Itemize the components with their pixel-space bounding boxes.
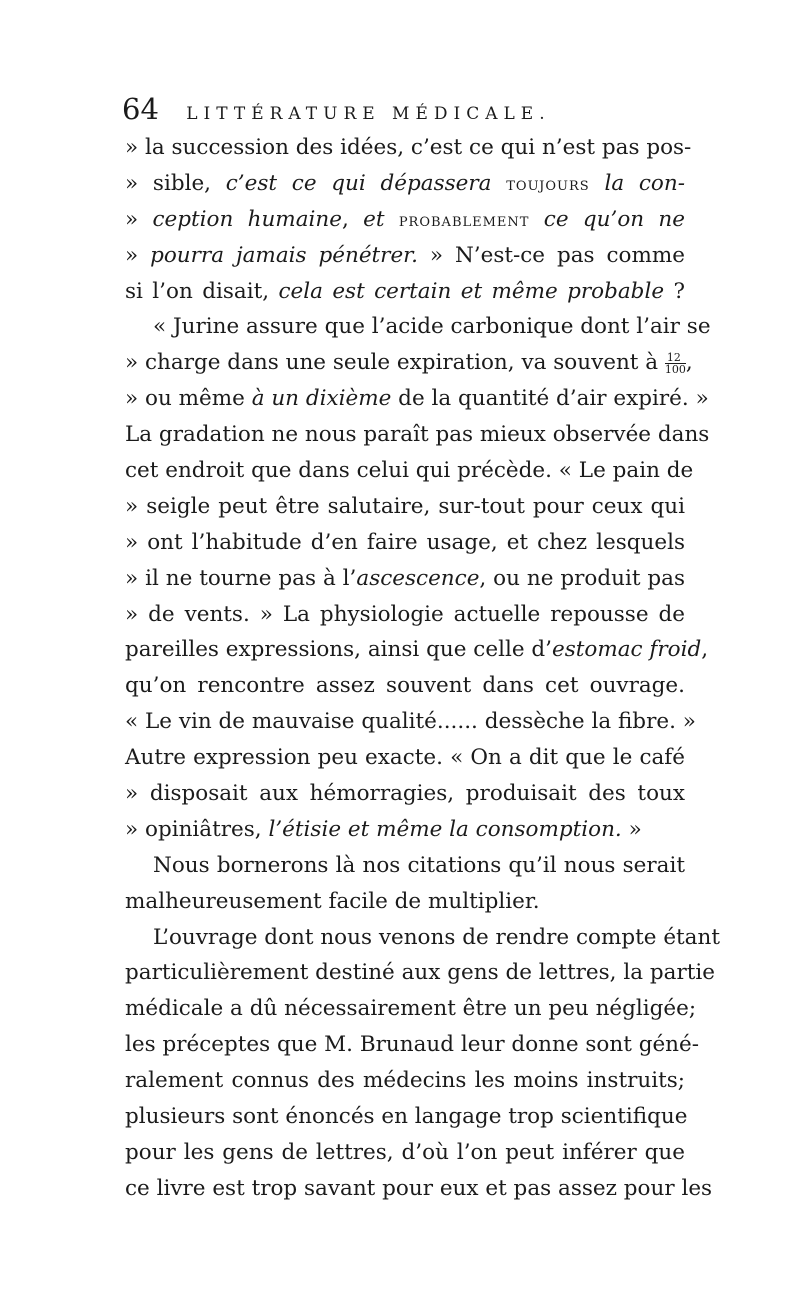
quote-mark: » xyxy=(125,565,146,591)
text-run: la succession des idées, c’est ce qui n’est pas pos- xyxy=(145,135,692,160)
italic-text: ascescence xyxy=(356,565,480,591)
text-run xyxy=(385,207,399,232)
text-run: qu’on rencontre assez souvent dans cet ouvrage. xyxy=(125,673,685,699)
text-run: disposait aux hémorragies, produisait des toux xyxy=(149,781,685,807)
text-run: « Jurine assure que l’acide carbonique dont l’air se xyxy=(153,314,711,340)
italic-text: estomac froid xyxy=(551,637,702,663)
text-run: , xyxy=(341,206,364,232)
fraction-denominator: 100 xyxy=(664,362,686,376)
text-line xyxy=(125,632,709,668)
text-line xyxy=(125,238,685,274)
text-line xyxy=(125,848,685,884)
text-run: de vents. » La physiologie actuelle repousse de xyxy=(148,601,685,627)
text-run: Nous bornerons là nos citations qu’il nous serait xyxy=(153,852,685,878)
italic-text: cela est certain et même probable xyxy=(278,278,665,304)
small-caps-text: probablement xyxy=(398,208,530,231)
italic-text: ception humaine xyxy=(152,206,342,232)
text-line xyxy=(125,561,685,597)
italic-text: à un dixième xyxy=(251,386,392,412)
text-run: La gradation ne nous paraît pas mieux observée dans xyxy=(125,422,710,448)
text-line xyxy=(125,166,685,202)
text-run: il ne tourne pas à l’ xyxy=(145,565,357,591)
text-run: « Le vin de mauvaise qualité...... dessèche la fibre. » xyxy=(125,709,696,735)
text-line xyxy=(125,525,685,561)
text-line xyxy=(125,704,696,740)
text-line xyxy=(125,1171,713,1207)
text-run: cet endroit que dans celui qui précède. « Le pain de xyxy=(125,458,694,484)
text-line xyxy=(125,991,697,1027)
text-run: » N’est-ce pas comme xyxy=(417,242,685,268)
text-line xyxy=(125,130,692,166)
text-run: Autre expression peu exacte. « On a dit que le café xyxy=(125,745,685,771)
text-run: ce livre est trop savant pour eux et pas assez pour les xyxy=(125,1175,713,1201)
text-body xyxy=(125,130,720,1207)
text-run: de la quantité d’air expiré. » xyxy=(391,386,709,412)
quote-mark: » xyxy=(125,529,148,555)
text-line xyxy=(125,381,709,417)
text-line xyxy=(125,920,720,956)
text-run: les préceptes que M. Brunaud leur donne sont géné- xyxy=(125,1032,700,1058)
text-line xyxy=(125,202,685,238)
text-line xyxy=(125,309,711,345)
text-run: ? xyxy=(664,278,685,304)
text-run: » xyxy=(621,816,642,842)
text-line xyxy=(125,1099,688,1135)
text-line xyxy=(125,345,693,381)
text-line xyxy=(125,417,710,453)
text-line xyxy=(125,489,685,525)
text-line xyxy=(125,453,694,489)
text-run: ralement connus des médecins les moins instruits; xyxy=(125,1068,685,1094)
text-line xyxy=(125,1063,685,1099)
text-run: plusieurs sont énoncés en langage trop scientifique xyxy=(125,1104,688,1130)
italic-text: l’étisie et même la consomption. xyxy=(268,816,622,842)
text-line xyxy=(125,597,685,633)
text-run: pour les gens de lettres, d’où l’on peut inférer que xyxy=(125,1139,685,1165)
text-line xyxy=(125,740,685,776)
text-line xyxy=(125,884,685,920)
text-run: ont l’habitude d’en faire usage, et chez lesquels xyxy=(147,529,685,555)
text-line xyxy=(125,955,715,991)
text-run: médicale a dû nécessairement être un peu négligée; xyxy=(125,996,697,1022)
fraction xyxy=(665,352,686,375)
text-run: pareilles expressions, ainsi que celle d’ xyxy=(125,637,552,663)
text-run: malheureusement facile de multiplier. xyxy=(125,888,540,914)
italic-text: pourra jamais pénétrer. xyxy=(150,242,418,268)
text-line xyxy=(125,1135,685,1171)
text-line xyxy=(125,776,685,812)
text-run: opiniâtres, xyxy=(145,816,269,842)
quote-mark: » xyxy=(125,135,145,160)
italic-text: c’est ce qui dépassera xyxy=(225,170,492,196)
text-run xyxy=(491,171,506,196)
text-line xyxy=(125,812,685,848)
page-header xyxy=(122,92,682,131)
text-line xyxy=(125,274,685,310)
quote-mark: » xyxy=(125,206,153,232)
text-line xyxy=(125,668,685,704)
running-title: LITTÉRATURE MÉDICALE. xyxy=(186,104,551,124)
quote-mark: » xyxy=(125,170,153,196)
fraction-numerator: 12 xyxy=(665,352,686,364)
italic-text: et xyxy=(363,206,385,232)
quote-mark: » xyxy=(125,493,147,519)
quote-mark: » xyxy=(125,781,150,807)
quote-mark: » xyxy=(125,350,145,376)
text-run: si l’on disait, xyxy=(125,278,279,304)
text-line xyxy=(125,1027,700,1063)
text-run: sible, xyxy=(152,170,226,196)
text-run: , ou ne produit pas xyxy=(479,565,685,591)
small-caps-text: toujours xyxy=(506,172,590,195)
text-run: , xyxy=(701,637,709,663)
text-run: charge dans une seule expiration, va souvent à xyxy=(145,350,665,376)
italic-text: ce qu’on ne xyxy=(543,206,685,232)
italic-text: la con- xyxy=(604,170,685,196)
text-run: L’ouvrage dont nous venons de rendre compte étant xyxy=(153,924,720,950)
quote-mark: » xyxy=(125,386,145,412)
text-run xyxy=(590,171,605,196)
text-run: seigle peut être salutaire, sur-tout pour ceux qui xyxy=(146,493,685,519)
quote-mark: » xyxy=(125,816,145,842)
text-run: ou même xyxy=(145,386,252,412)
text-run: particulièrement destiné aux gens de lettres, la partie xyxy=(125,960,715,986)
page-number: 64 xyxy=(122,92,159,126)
text-run xyxy=(529,207,543,232)
quote-mark: » xyxy=(125,601,149,627)
quote-mark: » xyxy=(125,242,151,268)
text-run: , xyxy=(685,350,693,376)
